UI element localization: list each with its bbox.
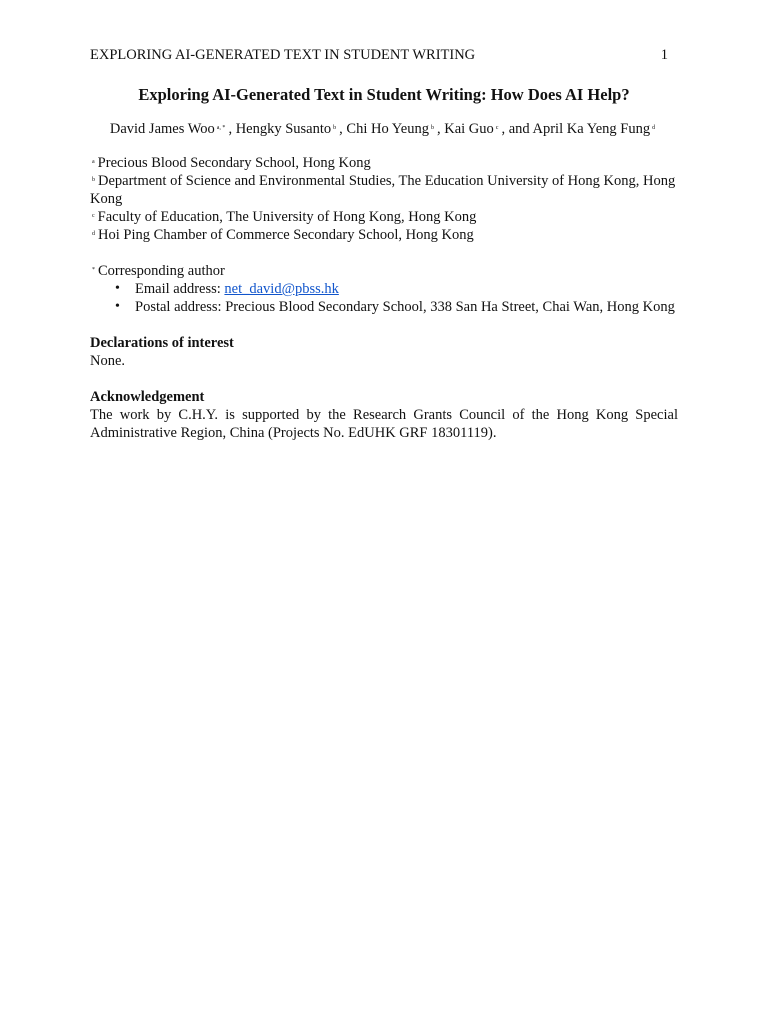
author-separator: , and: [501, 121, 533, 137]
postal-item: [135, 298, 678, 316]
affiliation-text: Department of Science and Environmental Studies, The Education University of Hong Kong, Hong Kong: [90, 173, 676, 207]
author-name: Chi Ho Yeung: [346, 121, 429, 137]
affiliation-mark: a: [92, 159, 95, 165]
author-mark: a, *: [216, 125, 226, 131]
author-separator: ,: [228, 121, 236, 137]
acknowledgement-heading: Acknowledgement: [90, 389, 205, 405]
author-separator: ,: [339, 121, 347, 137]
author-mark: b: [333, 125, 337, 131]
acknowledgement-text: The work by C.H.Y. is supported by the Research Grants Council of the Hong Kong Special Administrative Region, China (Projects No. EdUHK GRF 18301119).: [90, 407, 678, 441]
affiliation-text: Hoi Ping Chamber of Commerce Secondary School, Hong Kong: [98, 227, 474, 243]
postal-label: Postal address:: [135, 299, 226, 315]
paper-title: Exploring AI-Generated Text in Student Writing: How Does AI Help?: [138, 85, 630, 104]
affiliation-mark: d: [92, 231, 95, 237]
author-separator: ,: [437, 121, 445, 137]
author-name: Hengky Susanto: [235, 121, 332, 137]
author-mark: d: [652, 125, 656, 131]
email-link[interactable]: net_david@pbss.hk: [224, 281, 339, 297]
affiliation-text: Faculty of Education, The University of Hong Kong, Hong Kong: [97, 209, 477, 225]
author-mark: c: [495, 125, 499, 131]
author-list: [90, 120, 678, 138]
author-mark: b: [431, 125, 434, 131]
running-head-title: EXPLORING AI-GENERATED TEXT IN STUDENT WRITING: [90, 47, 476, 63]
affiliation: [90, 154, 678, 172]
corresponding-author-label: * Corresponding author: [92, 263, 225, 279]
affiliation: [90, 208, 678, 226]
author-name: Kai Guo: [444, 121, 494, 137]
postal-address: Precious Blood Secondary School, 338 San Ha Street, Chai Wan, Hong Kong: [225, 299, 675, 315]
declarations-text: None.: [90, 353, 126, 369]
document-page: [90, 46, 678, 442]
author-name: David James Woo: [109, 121, 215, 137]
affiliation-list: [90, 154, 678, 244]
affiliation: [90, 172, 678, 208]
affiliation: [90, 226, 678, 244]
corresponding-author-block: [90, 262, 678, 316]
page-number: 1: [660, 47, 668, 63]
running-head: [90, 46, 678, 64]
corresponding-mark: *: [92, 267, 95, 273]
author-name: April Ka Yeng Fung: [532, 121, 651, 137]
affiliation-mark: c: [92, 213, 95, 219]
affiliation-text: Precious Blood Secondary School, Hong Kong: [97, 155, 371, 171]
email-item: [135, 280, 678, 298]
email-label: Email address:: [135, 281, 225, 297]
declarations-heading: Declarations of interest: [90, 335, 234, 351]
contact-list: [90, 280, 678, 316]
affiliation-mark: b: [92, 177, 95, 183]
